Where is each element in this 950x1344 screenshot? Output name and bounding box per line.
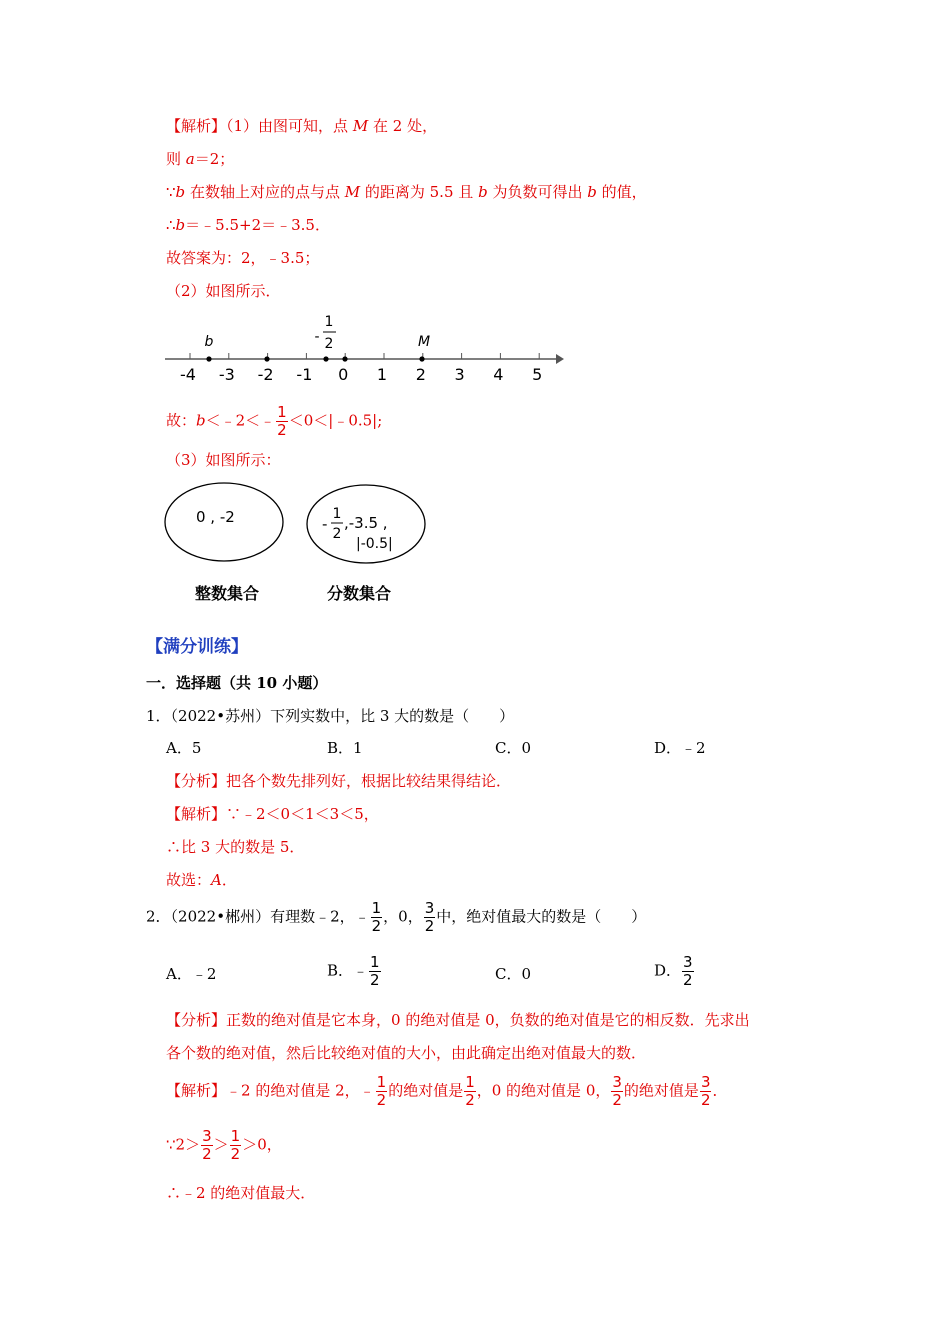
- fraction-set-line1: ,-3.5 ,: [344, 514, 388, 532]
- q2-analysis-2: 各个数的绝对值，然后比较绝对值的大小，由此确定出绝对值最大的数．: [166, 1044, 647, 1062]
- sets-figure: [160, 478, 440, 608]
- solution-line-6: （2）如图所示．: [166, 282, 281, 300]
- point-zero: [342, 356, 347, 361]
- q1-conclusion: ∴比 3 大的数是 5．: [166, 838, 305, 856]
- q2-option-d: D． $\frac{3}{2}$: [654, 953, 693, 989]
- q2-option-a: A．﹣2: [166, 965, 217, 983]
- integer-set-label: 整数集合: [194, 584, 260, 603]
- q1-option-d: D．﹣2: [654, 739, 706, 757]
- q2-comparison: ∵2＞ $\frac{3}{2}$ ＞ $\frac{1}{2}$ ＞0，: [166, 1127, 282, 1163]
- fraction-set-sign: -: [322, 515, 328, 533]
- tick-label: -3: [218, 365, 235, 384]
- integer-set-content: 0 , -2: [196, 508, 235, 526]
- tick-labels: [180, 365, 542, 384]
- tick-label: 0: [338, 365, 349, 384]
- solution-line-2: 则 a＝2；: [166, 150, 235, 168]
- fraction-set-label: 分数集合: [326, 584, 392, 603]
- tick-label: -2: [257, 365, 274, 384]
- q1-analysis: 【分析】把各个数先排列好，根据比较结果得结论．: [166, 772, 512, 790]
- tick-label: 5: [532, 365, 543, 384]
- solution-line-8: （3）如图所示：: [166, 451, 281, 469]
- point-neg-half: [323, 356, 328, 361]
- label-frac-sign: -: [314, 329, 320, 345]
- solution-line-3: ∵b 在数轴上对应的点与点 M 的距离为 5.5 且 b 为负数可得出 b 的值，: [166, 183, 647, 201]
- q1-option-c: C．0: [495, 739, 532, 757]
- q1-stem: 1．（2022•苏州）下列实数中，比 3 大的数是（ ）: [146, 707, 515, 725]
- tick-label: 2: [415, 365, 426, 384]
- section-title: 【满分训练】: [146, 637, 248, 657]
- tick-marks: [190, 353, 539, 359]
- tick-label: -1: [296, 365, 313, 384]
- label-frac-num: 1: [324, 314, 334, 330]
- q2-solution: 【解析】﹣2 的绝对值是 2，﹣ $\frac{1}{2}$ 的绝对值是 $\frac{1}{2}$ ，0 的绝对值是 0， $\frac{3}{2}$ 的绝对值是 $\frac{3}{2}$ ．: [166, 1073, 728, 1109]
- fraction-set-num: 1: [332, 506, 342, 522]
- q1-option-b: B．1: [327, 739, 363, 757]
- q2-stem: 2．（2022•郴州）有理数﹣2，﹣ $\frac{1}{2}$ ，0， $\frac{3}{2}$ 中，绝对值最大的数是（ ）: [146, 899, 647, 935]
- q2-analysis-1: 【分析】正数的绝对值是它本身，0 的绝对值是 0，负数的绝对值是它的相反数．先求出: [166, 1011, 750, 1029]
- section-subtitle: 一．选择题（共 10 小题）: [146, 674, 328, 692]
- solution-line-4: ∴b＝﹣5.5+2＝﹣3.5．: [166, 216, 330, 234]
- number-line-figure: [160, 308, 570, 388]
- label-frac-den: 2: [324, 336, 334, 352]
- point-M: [419, 356, 424, 361]
- solution-line-5: 故答案为：2，﹣3.5；: [166, 249, 320, 267]
- label-b: b: [204, 334, 214, 350]
- q1-solution: 【解析】∵﹣2＜0＜1＜3＜5，: [166, 805, 379, 823]
- tick-label: -4: [180, 365, 196, 384]
- solution-line-7: 故：b＜﹣2＜﹣ $\frac{1}{2}$ ＜0＜|﹣0.5|;: [166, 403, 383, 439]
- tick-label: 1: [376, 365, 388, 384]
- axis-arrow: [556, 354, 564, 364]
- point-neg-2: [264, 356, 269, 361]
- fraction-set-line2: |-0.5|: [356, 536, 393, 552]
- fraction-set-den: 2: [332, 526, 342, 542]
- point-b: [206, 356, 211, 361]
- solution-line-1: 【解析】（1）由图可知，点 M 在 2 处，: [166, 117, 438, 135]
- q2-conclusion: ∴﹣2 的绝对值最大．: [166, 1184, 316, 1202]
- q1-option-a: A．5: [166, 739, 202, 757]
- q2-option-b: B．﹣ $\frac{1}{2}$: [327, 953, 380, 989]
- tick-label: 3: [454, 365, 465, 384]
- q2-option-c: C．0: [495, 965, 532, 983]
- label-M: M: [417, 334, 431, 350]
- q1-answer: 故选：A．: [166, 871, 237, 889]
- tick-label: 4: [493, 365, 504, 384]
